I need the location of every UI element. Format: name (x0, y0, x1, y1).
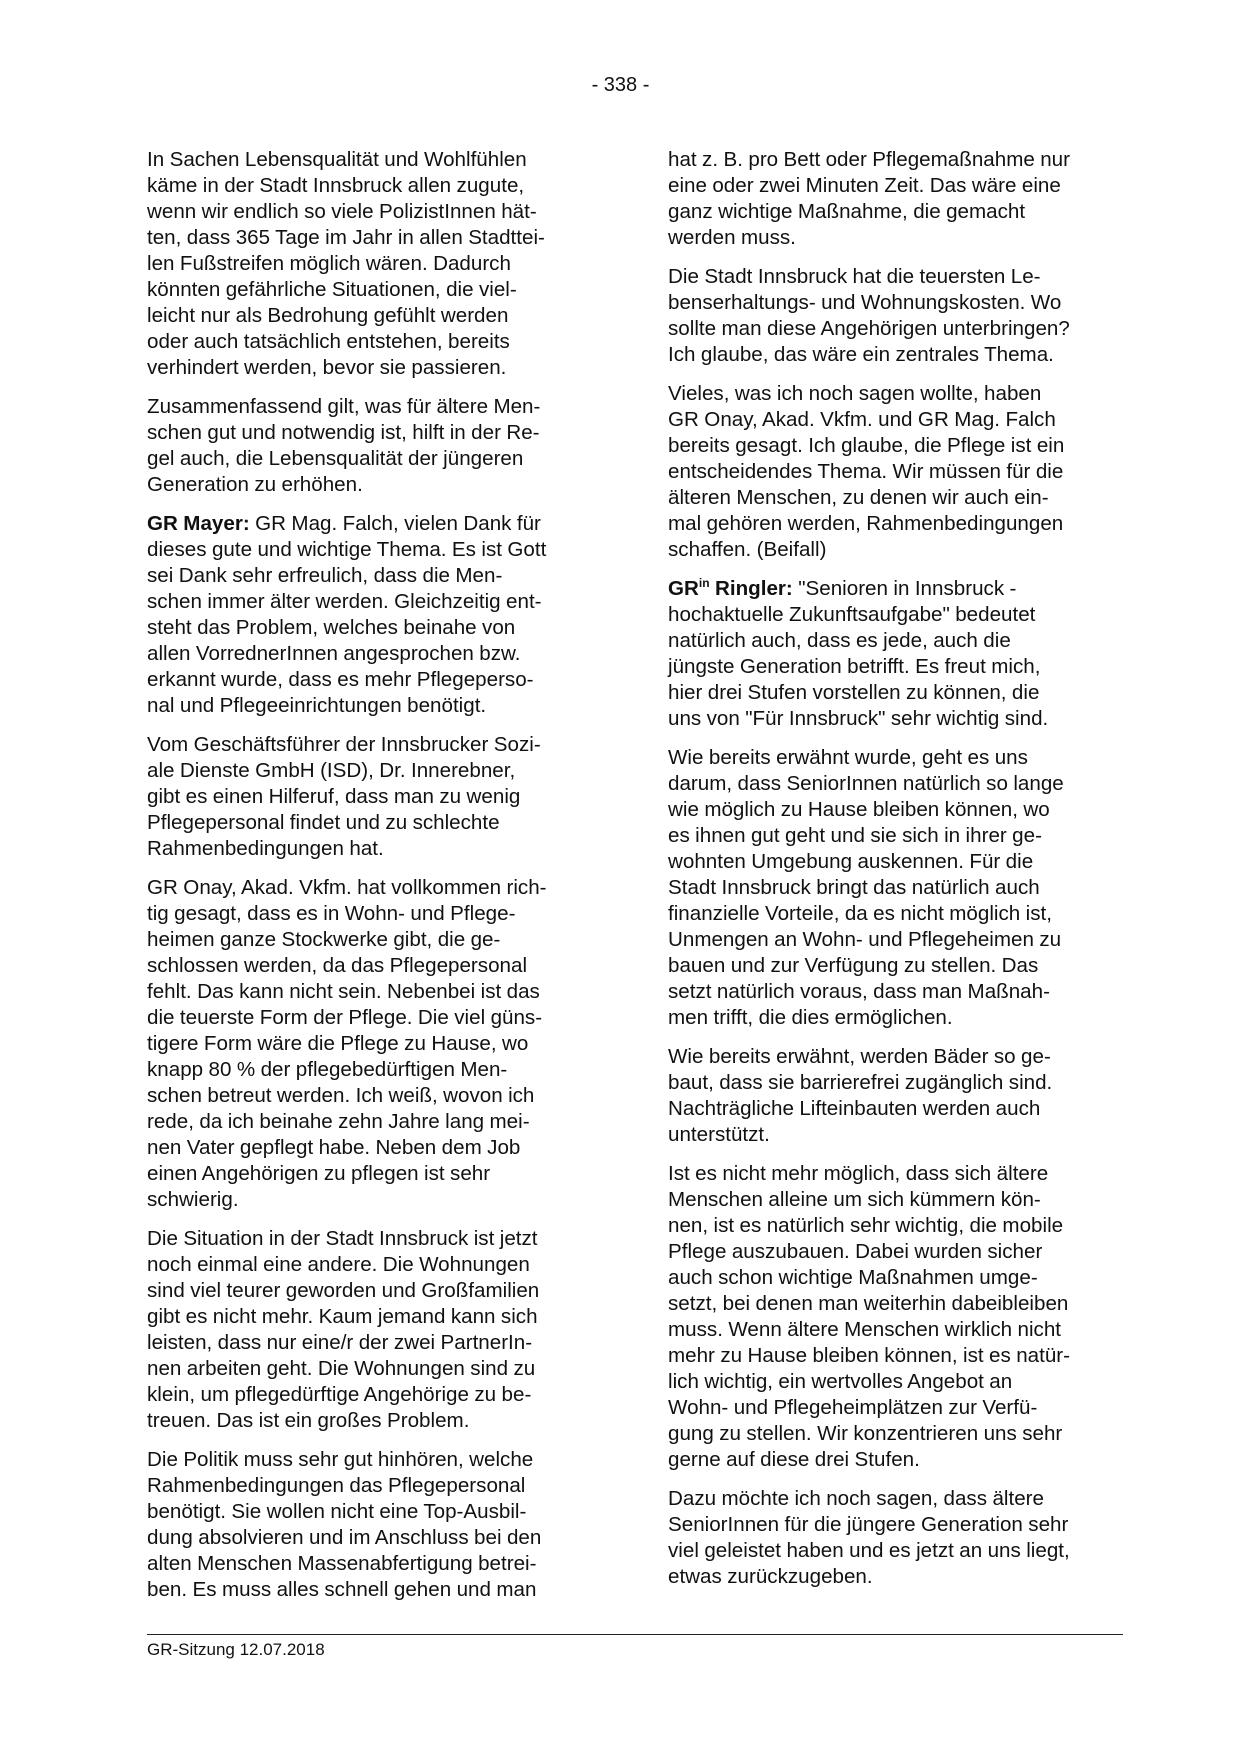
page-number: - 338 - (591, 74, 650, 96)
footer-divider (147, 1634, 1123, 1635)
paragraph-text: GR Mag. Falch, vielen Dank für dieses gute und wichtige Thema. Es ist Gott sei Dank sehr erfreulich, dass die Men- schen immer älter werden. Gleichzeitig ent- steht das Problem, welches beinahe von allen VorrednerInnen angesprochen bzw. erkannt wurde, dass es mehr Pflegeperso- nal und Pflegeeinrichtungen benötigt. (147, 512, 547, 717)
paragraph: GR Onay, Akad. Vkfm. hat vollkommen rich- tig gesagt, dass es in Wohn- und Pflege- heimen ganze Stockwerke gibt, die ge- schlossen werden, da das Pflegepersonal fehlt. Das kann nicht sein. Nebenbei ist das die teuerste Form der Pflege. Die viel güns- tigere Form wäre die Pflege zu Hause, wo knapp 80 % der pflegebedürftigen Men- schen betreut werden. Ich weiß, wovon ich rede, da ich beinahe zehn Jahre lang mei- nen Vater gepflegt habe. Neben dem Job einen Angehörigen zu pflegen ist sehr schwierig. (147, 876, 547, 1211)
paragraph (668, 576, 1123, 732)
paragraph-text: "Senioren in Innsbruck - hochaktuelle Zukunftsaufgabe" bedeutet natürlich auch, dass es jede, auch die jüngste Generation betrifft. Es freut mich, hier drei Stufen vorstellen zu können, die uns von "Für Innsbruck" sehr wichtig sind. (668, 577, 1049, 730)
speaker-title-superscript: in (698, 576, 710, 591)
paragraph: Wie bereits erwähnt, werden Bäder so ge- baut, dass sie barrierefrei zugänglich sind. Nachträgliche Lifteinbauten werden auch unterstützt. (668, 1045, 1053, 1146)
paragraph: In Sachen Lebensqualität und Wohlfühlen käme in der Stadt Innsbruck allen zugute, wenn wir endlich so viele PolizistInnen hät- ten, dass 365 Tage im Jahr in allen Stadttei- len Fußstreifen möglich wären. Dadurch könnten gefährliche Situationen, die viel- leicht nur als Bedrohung gefühlt werden oder auch tatsächlich entstehen, bereits verhindert werden, bevor sie passieren. (147, 148, 545, 379)
left-column (147, 147, 600, 1616)
paragraph (147, 511, 600, 719)
speaker-title: GR (668, 577, 699, 600)
speaker-surname: Ringler: (709, 577, 793, 600)
paragraph: Die Stadt Innsbruck hat die teuersten Le- benserhaltungs- und Wohnungskosten. Wo sollte man diese Angehörigen unterbringen? Ich glaube, das wäre ein zentrales Thema. (668, 265, 1070, 366)
paragraph: Vieles, was ich noch sagen wollte, haben GR Onay, Akad. Vkfm. und GR Mag. Falch bereits gesagt. Ich glaube, die Pflege ist ein entscheidendes Thema. Wir müssen für die älteren Menschen, zu denen wir auch ein- mal gehören werden, Rahmenbedingungen schaffen. (Beifall) (668, 382, 1065, 561)
speaker-name: GR Mayer: (147, 512, 250, 535)
paragraph: Die Situation in der Stadt Innsbruck ist jetzt noch einmal eine andere. Die Wohnungen sind viel teurer geworden und Großfamilien gibt es nicht mehr. Kaum jemand kann sich leisten, dass nur eine/r der zwei PartnerIn- nen arbeiten geht. Die Wohnungen sind zu klein, um pflegedürftige Angehörige zu be- treuen. Das ist ein großes Problem. (147, 1227, 540, 1432)
paragraph: Dazu möchte ich noch sagen, dass ältere SeniorInnen für die jüngere Generation sehr viel geleistet haben und es jetzt an uns liegt, etwas zurückzugeben. (668, 1487, 1070, 1588)
paragraph: Wie bereits erwähnt wurde, geht es uns darum, dass SeniorInnen natürlich so lange wie möglich zu Hause bleiben können, wo es ihnen gut geht und sie sich in ihrer ge- wohnten Umgebung auskennen. Für die Stadt Innsbruck bringt das natürlich auch finanzielle Vorteile, da es nicht möglich ist, Unmengen an Wohn- und Pflegeheimen zu bauen und zur Verfügung zu stellen. Das setzt natürlich voraus, dass man Maßnah- men trifft, die dies ermöglichen. (668, 746, 1064, 1029)
paragraph: Zusammenfassend gilt, was für ältere Men- schen gut und notwendig ist, hilft in der Re- gel auch, die Lebensqualität der jüngeren Generation zu erhöhen. (147, 395, 541, 496)
footer-session-label: GR-Sitzung 12.07.2018 (147, 1640, 325, 1659)
speaker-name (668, 577, 793, 600)
paragraph: Vom Geschäftsführer der Innsbrucker Sozi- ale Dienste GmbH (ISD), Dr. Innerebner, gibt es einen Hilferuf, dass man zu wenig Pflegepersonal findet und zu schlechte Rahmenbedingungen hat. (147, 733, 541, 860)
paragraph: hat z. B. pro Bett oder Pflegemaßnahme nur eine oder zwei Minuten Zeit. Das wäre eine ganz wichtige Maßnahme, die gemacht werden muss. (668, 148, 1070, 249)
right-column (668, 147, 1123, 1603)
paragraph: Ist es nicht mehr möglich, dass sich ältere Menschen alleine um sich kümmern kön- nen, ist es natürlich sehr wichtig, die mobile Pflege auszubauen. Dabei wurden sicher auch schon wichtige Maßnahmen umge- setzt, bei denen man weiterhin dabeibleiben muss. Wenn ältere Menschen wirklich nicht mehr zu Hause bleiben können, ist es natür- lich wichtig, ein wertvolles Angebot an Wohn- und Pflegeheimplätzen zur Verfü- gung zu stellen. Wir konzentrieren uns sehr gerne auf diese drei Stufen. (668, 1162, 1070, 1471)
paragraph: Die Politik muss sehr gut hinhören, welche Rahmenbedingungen das Pflegepersonal benötigt. Sie wollen nicht eine Top-Ausbil- dung absolvieren und im Anschluss bei den alten Menschen Massenabfertigung betrei- ben. Es muss alles schnell gehen und man (147, 1448, 542, 1601)
